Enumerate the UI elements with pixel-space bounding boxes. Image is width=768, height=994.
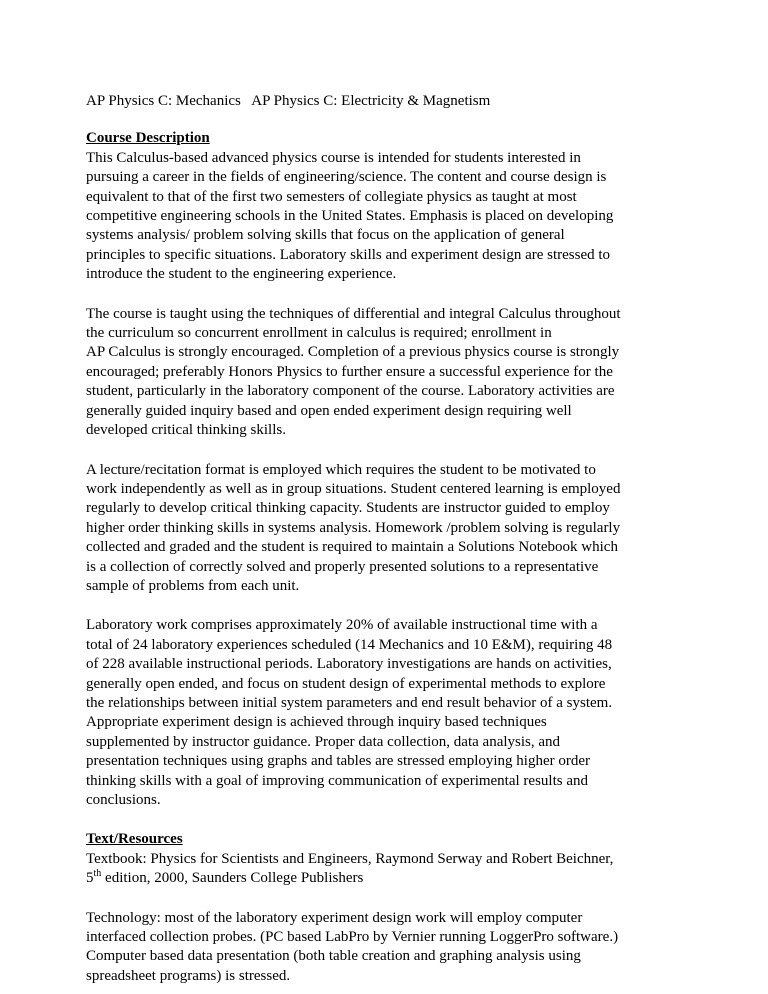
textbook-line-2: edition, 2000, Saunders College Publishers [101,870,364,887]
textbook-line-1: Textbook: Physics for Scientists and Engineers, Raymond Serway and Robert Beichner, [86,850,614,867]
course-description-paragraph-3: A lecture/recitation format is employed which requires the student to be motivated to work independently as well as in group situations. Student centered learning is employed regularly to develop critical thinking capacity. Students are instructor guided to employ higher order thinking skills in systems analysis. Homework /problem solving is regularly collected and graded and the student is required to maintain a Solutions Notebook which is a collection of correctly solved and properly presented solutions to a representative sample of problems from each unit. [86,461,621,594]
course-description-heading: Course Description [86,130,210,147]
textbook-edition-number: 5 [86,870,94,887]
course-description-paragraph-1: This Calculus-based advanced physics course is intended for students interested in pursuing a career in the fields of engineering/science. The content and course design is equivalent to that of the first two semesters of collegiate physics as taught at most competitive engineering schools in the United States. Emphasis is placed on developing systems analysis/ problem solving skills that focus on the application of general principles to specific situations. Laboratory skills and experiment design are stressed to introduce the student to the engineering experience. [86,149,614,283]
course-description-paragraph-4: Laboratory work comprises approximately 20% of available instructional time with a total of 24 laboratory experiences scheduled (14 Mechanics and 10 E&M), requiring 48 of 228 available instructional periods. Laboratory investigations are hands on activities, generally open ended, and focus on student design of experimental methods to explore the relationships between initial system parameters and end result behavior of a system. Appropriate experiment design is achieved through inquiry based techniques supplemented by instructor guidance. Proper data collection, data analysis, and presentation techniques using graphs and tables are stressed employing higher order thinking skills with a goal of improving communication of experimental results and conclusions. [86,617,613,808]
textbook-reference [86,850,658,889]
text-resources-heading: Text/Resources [86,831,183,848]
course-description-paragraph-2: The course is taught using the techniques of differential and integral Calculus throughout the curriculum so concurrent enrollment in calculus is required; enrollment in AP Calculus is strongly encouraged. Completion of a previous physics course is strongly encouraged; preferably Honors Physics to further ensure a successful experience for the student, particularly in the laboratory component of the course. Laboratory activities are generally guided inquiry based and open ended experiment design requiring well developed critical thinking skills. [86,305,621,439]
textbook-edition-suffix: th [93,868,102,880]
technology-paragraph: Technology: most of the laboratory experiment design work will employ computer interfaced collection probes. (PC based LabPro by Vernier running LoggerPro software.) Computer based data presentation (both table creation and graphing analysis using spreadsheet programs) is stressed. [86,909,619,984]
course-title: AP Physics C: Mechanics AP Physics C: Electricity & Magnetism [86,93,491,109]
